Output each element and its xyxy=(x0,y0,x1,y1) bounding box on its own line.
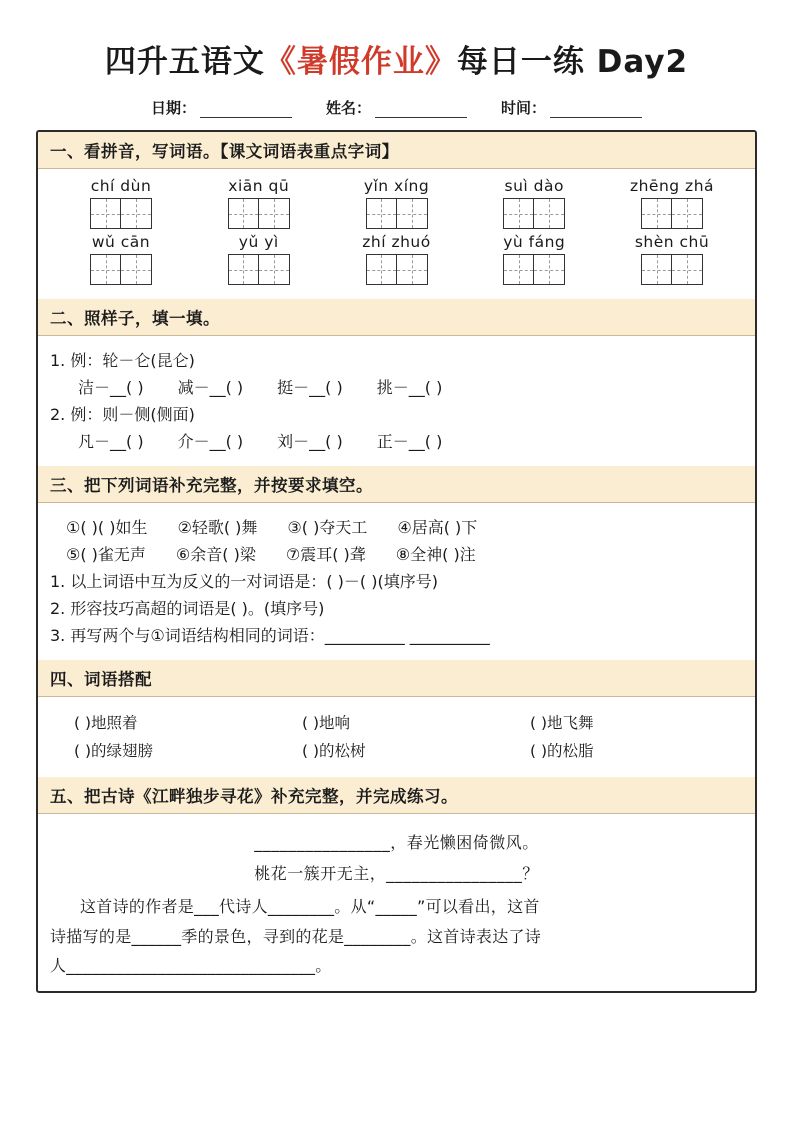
idiom-item[interactable]: ②轻歌( )舞 xyxy=(177,518,258,537)
worksheet-body xyxy=(36,130,757,993)
title-day: Day2 xyxy=(596,44,689,80)
pinyin-cell xyxy=(609,233,735,285)
pinyin-cell xyxy=(609,177,735,229)
title-suffix: 每日一练 xyxy=(456,44,597,80)
tianzi-box[interactable] xyxy=(259,254,290,285)
time-field[interactable] xyxy=(501,97,642,118)
idiom-item[interactable]: ⑧全神( )注 xyxy=(395,545,476,564)
section-2-body xyxy=(38,336,755,466)
tianzi-grid[interactable] xyxy=(609,254,735,285)
date-blank[interactable] xyxy=(200,102,292,118)
pinyin-cell xyxy=(334,177,460,229)
blank-item[interactable]: 洁－__( ) xyxy=(78,378,144,397)
section-1-header: 一、看拼音，写词语。【课文词语表重点字词】 xyxy=(38,132,755,169)
pinyin-row-2 xyxy=(50,233,743,285)
pinyin-text: wǔ cān xyxy=(91,233,151,251)
pinyin-cell xyxy=(58,233,184,285)
title-book: 《暑假作业》 xyxy=(264,44,457,80)
tianzi-box[interactable] xyxy=(90,198,121,229)
example-2-label: 2. 例：则－侧(侧面) xyxy=(50,405,195,424)
pinyin-cell xyxy=(334,233,460,285)
example-1-blanks xyxy=(50,375,743,398)
section-2-header: 二、照样子，填一填。 xyxy=(38,299,755,336)
collocation-item[interactable]: ( )地飞舞 xyxy=(530,714,594,732)
idiom-item[interactable]: ⑦震耳( )聋 xyxy=(285,545,366,564)
idiom-item[interactable]: ⑥余音( )梁 xyxy=(175,545,256,564)
pinyin-text: zhēng zhá xyxy=(629,177,715,195)
name-blank[interactable] xyxy=(375,102,467,118)
pinyin-row-1 xyxy=(50,177,743,229)
tianzi-box[interactable] xyxy=(534,198,565,229)
name-field[interactable] xyxy=(326,97,467,118)
blank-item[interactable]: 挺－__( ) xyxy=(277,378,343,397)
tianzi-box[interactable] xyxy=(366,254,397,285)
idiom-item[interactable]: ⑤( )雀无声 xyxy=(66,545,146,564)
collocation-row-2 xyxy=(50,739,743,761)
date-field[interactable] xyxy=(151,97,292,118)
paragraph-line-3[interactable]: 人______________________________。 xyxy=(50,956,332,976)
title-prefix: 四升五语文 xyxy=(104,44,265,80)
tianzi-box[interactable] xyxy=(121,198,152,229)
idiom-row-2 xyxy=(50,542,743,565)
pinyin-text: suì dào xyxy=(504,177,564,195)
poem-exercise-paragraph[interactable] xyxy=(50,892,743,981)
tianzi-box[interactable] xyxy=(228,198,259,229)
tianzi-grid[interactable] xyxy=(334,254,460,285)
paragraph-line-1[interactable]: 这首诗的作者是___代诗人________。从“_____”可以看出，这首 xyxy=(80,897,540,916)
pinyin-text: yù fáng xyxy=(503,233,566,251)
time-label: 时间： xyxy=(501,99,547,117)
tianzi-grid[interactable] xyxy=(471,198,597,229)
pinyin-text: yǔ yì xyxy=(238,233,279,251)
tianzi-box[interactable] xyxy=(503,254,534,285)
blank-item[interactable]: 凡－__( ) xyxy=(78,432,144,451)
tianzi-grid[interactable] xyxy=(58,254,184,285)
collocation-item[interactable]: ( )的松树 xyxy=(302,742,366,760)
example-1-label: 1. 例：轮－仑(昆仑) xyxy=(50,351,195,370)
collocation-row-1 xyxy=(50,711,743,733)
pinyin-cell xyxy=(471,233,597,285)
tianzi-box[interactable] xyxy=(90,254,121,285)
tianzi-grid[interactable] xyxy=(58,198,184,229)
name-label: 姓名： xyxy=(325,99,371,117)
pinyin-text: shèn chū xyxy=(634,233,710,251)
tianzi-box[interactable] xyxy=(397,198,428,229)
tianzi-box[interactable] xyxy=(534,254,565,285)
idiom-item[interactable]: ①( )( )如生 xyxy=(66,518,148,537)
tianzi-grid[interactable] xyxy=(196,254,322,285)
tianzi-grid[interactable] xyxy=(609,198,735,229)
tianzi-box[interactable] xyxy=(672,198,703,229)
collocation-item[interactable]: ( )的松脂 xyxy=(530,742,594,760)
idiom-item[interactable]: ③( )夺天工 xyxy=(287,518,368,537)
idiom-item[interactable]: ④居高( )下 xyxy=(397,518,478,537)
pinyin-cell xyxy=(196,177,322,229)
blank-item[interactable]: 减－__( ) xyxy=(177,378,244,397)
tianzi-grid[interactable] xyxy=(334,198,460,229)
collocation-item[interactable]: ( )地照着 xyxy=(74,714,138,732)
tianzi-box[interactable] xyxy=(228,254,259,285)
idiom-row-1 xyxy=(50,515,743,538)
tianzi-box[interactable] xyxy=(641,198,672,229)
section-3-body xyxy=(38,503,755,660)
blank-item[interactable]: 挑－__( ) xyxy=(376,378,443,397)
tianzi-box[interactable] xyxy=(121,254,152,285)
pinyin-cell xyxy=(471,177,597,229)
poem-line-1[interactable]: ________________，春光懒困倚微风。 xyxy=(254,833,539,852)
section-4-body xyxy=(38,697,755,777)
meta-row xyxy=(36,97,757,118)
tianzi-grid[interactable] xyxy=(196,198,322,229)
example-2-blanks xyxy=(50,429,743,452)
tianzi-box[interactable] xyxy=(397,254,428,285)
collocation-item[interactable]: ( )地响 xyxy=(302,714,351,732)
blank-item[interactable]: 介－__( ) xyxy=(177,432,244,451)
poem-line-2[interactable]: 桃花一簇开无主，________________？ xyxy=(254,864,539,883)
pinyin-cell xyxy=(196,233,322,285)
pinyin-text: zhí zhuó xyxy=(362,233,431,251)
section-5-header: 五、把古诗《江畔独步寻花》补充完整，并完成练习。 xyxy=(38,777,755,814)
section-1-body xyxy=(38,169,755,299)
blank-item[interactable]: 正－__( ) xyxy=(376,432,443,451)
section-5-body xyxy=(38,814,755,991)
pinyin-cell xyxy=(58,177,184,229)
tianzi-box[interactable] xyxy=(366,198,397,229)
question-2[interactable]: 2. 形容技巧高超的词语是( )。(填序号) xyxy=(50,599,325,618)
tianzi-box[interactable] xyxy=(503,198,534,229)
question-1[interactable]: 1. 以上词语中互为反义的一对词语是：( )－( )(填序号) xyxy=(50,572,438,591)
tianzi-box[interactable] xyxy=(259,198,290,229)
time-blank[interactable] xyxy=(550,102,642,118)
question-3[interactable]: 3. 再写两个与①词语结构相同的词语：__________ __________ xyxy=(50,626,490,645)
section-3-header: 三、把下列词语补充完整，并按要求填空。 xyxy=(38,466,755,503)
date-label: 日期： xyxy=(150,99,196,117)
section-4-header: 四、词语搭配 xyxy=(38,660,755,697)
tianzi-grid[interactable] xyxy=(471,254,597,285)
blank-item[interactable]: 刘－__( ) xyxy=(277,432,343,451)
pinyin-text: xiān qū xyxy=(228,177,290,195)
page-title xyxy=(36,36,757,81)
collocation-item[interactable]: ( )的绿翅膀 xyxy=(74,742,154,760)
tianzi-box[interactable] xyxy=(672,254,703,285)
tianzi-box[interactable] xyxy=(641,254,672,285)
paragraph-line-2[interactable]: 诗描写的是______季的景色，寻到的花是________。这首诗表达了诗 xyxy=(50,926,542,946)
pinyin-text: chí dùn xyxy=(90,177,152,195)
pinyin-text: yǐn xíng xyxy=(363,177,430,195)
